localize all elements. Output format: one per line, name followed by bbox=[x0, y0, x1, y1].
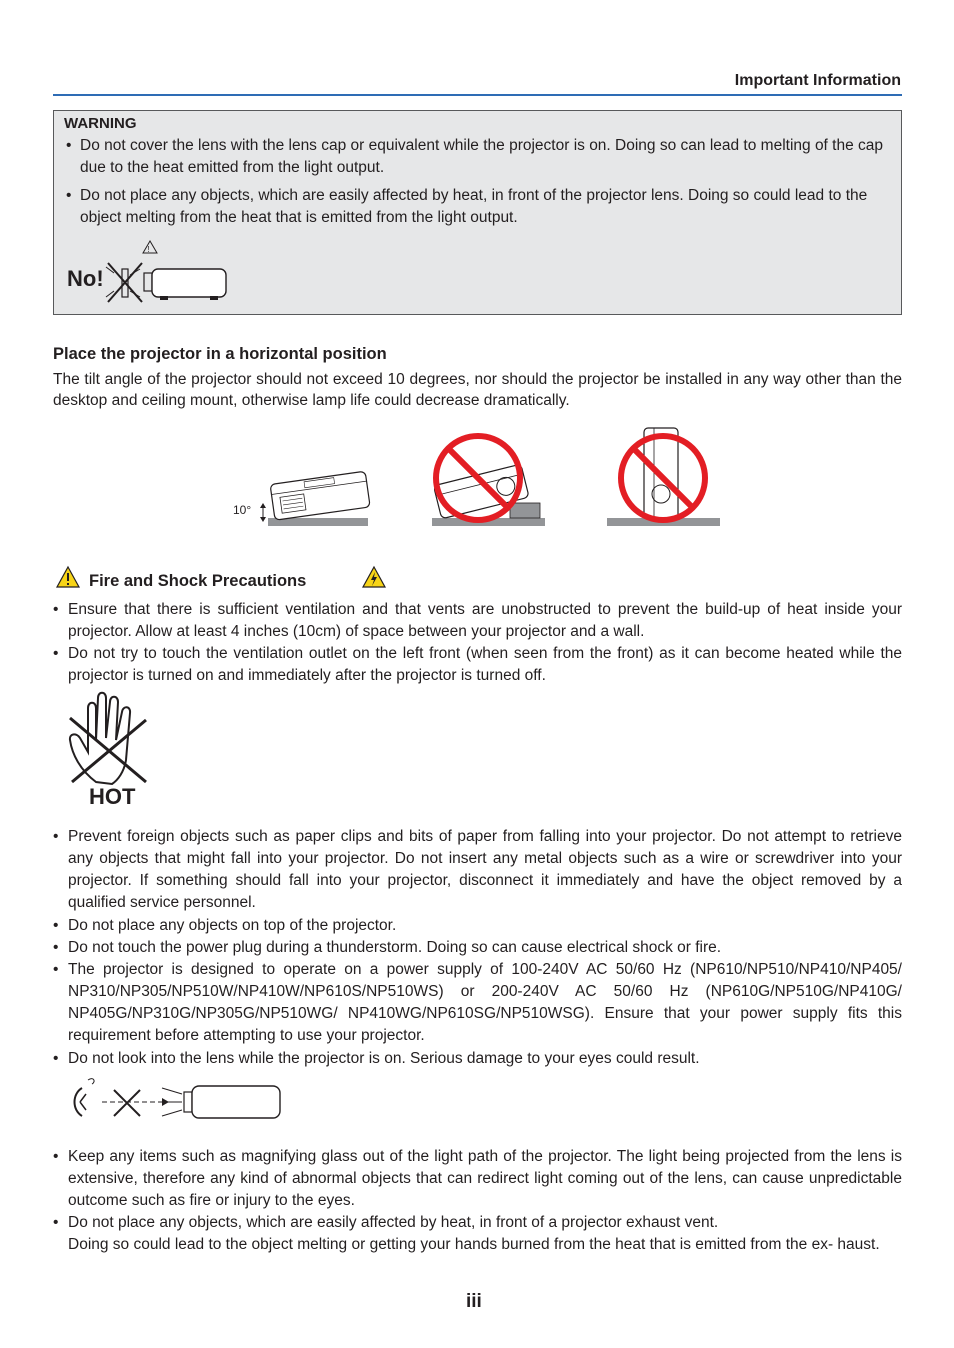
no-cover-lens-illustration bbox=[106, 239, 231, 305]
bullet: • bbox=[53, 601, 59, 618]
tilt-ok-illustration bbox=[258, 460, 370, 528]
no-look-into-lens-illustration bbox=[66, 1074, 286, 1124]
warning-item-text: Do not cover the lens with the lens cap or equivalent while the projector is on. Doing so can lead to melting of the cap due to the heat emitted from the light output. bbox=[80, 137, 884, 176]
svg-text:!: ! bbox=[147, 245, 150, 254]
bullet: • bbox=[53, 1214, 59, 1231]
list-item-continuation bbox=[53, 1234, 902, 1256]
list-item bbox=[53, 599, 902, 643]
list-item bbox=[53, 959, 902, 1047]
list-item-text: Do not try to touch the ventilation outlet on the left front (when seen from the front) as it can become heated while the projector is turned on and immediately after the projector is turned off. bbox=[68, 645, 902, 684]
hot-label: HOT bbox=[89, 784, 136, 809]
list-item-text: Do not touch the power plug during a thunderstorm. Doing so can cause electrical shock or fire. bbox=[68, 939, 722, 956]
warning-triangle-icon bbox=[56, 566, 80, 588]
warning-title: WARNING bbox=[64, 115, 137, 132]
bullet: • bbox=[53, 939, 59, 956]
warning-item bbox=[66, 135, 884, 179]
horizontal-paragraph: The tilt angle of the projector should not exceed 10 degrees, nor should the projector be installed in any way other than the desktop and ceiling mount, otherwise lamp life could decrease dramatically. bbox=[53, 371, 902, 409]
list-item-text: Doing so could lead to the object melting or getting your hands burned from the heat that is emitted from the ex- haust. bbox=[68, 1236, 880, 1253]
list-item bbox=[53, 1048, 902, 1070]
bullet: • bbox=[53, 1148, 59, 1165]
hot-hand-icon bbox=[66, 690, 150, 786]
bullet: • bbox=[66, 187, 72, 204]
bullet: • bbox=[53, 828, 59, 845]
list-item-text: Do not look into the lens while the projector is on. Serious damage to your eyes could result. bbox=[68, 1050, 700, 1067]
page-header-title: Important Information bbox=[734, 72, 901, 89]
bullet: • bbox=[53, 1050, 59, 1067]
vertical-prohibited-illustration bbox=[606, 424, 722, 530]
section-heading-fire-shock: Fire and Shock Precautions bbox=[89, 572, 307, 590]
bullet: • bbox=[53, 645, 59, 662]
list-item-text: Prevent foreign objects such as paper clips and bits of paper from falling into your projector. Do not attempt to retrieve any objects that might fall into your projector. Do not insert any metal objects such as a wire or screwdriver into your projector. If something should fall into your projector, disconnect it immediately and have the object removed by a qualified service personnel. bbox=[68, 828, 902, 911]
tilt-angle-label: 10° bbox=[233, 503, 252, 517]
list-item-text: Keep any items such as magnifying glass out of the light path of the projector. The light being projected from the lens is extensive, therefore any kind of abnormal objects that can redirect light coming out of the lens, can cause unpredictable outcome such as fire or injury to the eyes. bbox=[68, 1148, 902, 1209]
bullet: • bbox=[66, 137, 72, 154]
list-item bbox=[53, 643, 902, 687]
list-item-text: Do not place any objects on top of the projector. bbox=[68, 917, 397, 934]
list-item bbox=[53, 1212, 902, 1234]
warning-box bbox=[53, 110, 902, 315]
list-item bbox=[53, 1146, 902, 1212]
warning-item bbox=[66, 185, 884, 229]
bullet: • bbox=[53, 961, 59, 978]
electric-shock-icon bbox=[362, 566, 386, 588]
warning-item-text: Do not place any objects, which are easily affected by heat, in front of the projector lens. Doing so could lead to the object melting from the heat that is emitted from the light output. bbox=[80, 187, 868, 226]
header-rule bbox=[53, 94, 902, 96]
list-item-text: Ensure that there is sufficient ventilation and that vents are unobstructed to prevent the build-up of heat inside your projector. Allow at least 4 inches (10cm) of space between your projector and a wall. bbox=[68, 601, 902, 640]
list-item-text: Do not place any objects, which are easily affected by heat, in front of a projector exhaust vent. bbox=[68, 1214, 719, 1231]
section-heading-horizontal: Place the projector in a horizontal position bbox=[53, 345, 387, 363]
list-item-text: The projector is designed to operate on a power supply of 100-240V AC 50/60 Hz (NP610/NP510/NP410/NP405/ NP310/NP305/NP510W/NP410W/NP610S/NP510WS) or 200-240V AC 50/60 Hz (NP610G/NP510G/NP410G/ NP405G/NP310G/NP305G/NP510WG/ NP410WG/NP610SG/NP510WSG). Ensure that your power supply fits this requirement before attempting to use your projector. bbox=[68, 961, 902, 1044]
list-item bbox=[53, 915, 902, 937]
page-number: iii bbox=[466, 1291, 482, 1312]
list-item bbox=[53, 937, 902, 959]
bullet: • bbox=[53, 917, 59, 934]
list-item bbox=[53, 826, 902, 914]
tilt-prohibited-illustration bbox=[428, 430, 548, 530]
no-label: No! bbox=[67, 266, 104, 291]
